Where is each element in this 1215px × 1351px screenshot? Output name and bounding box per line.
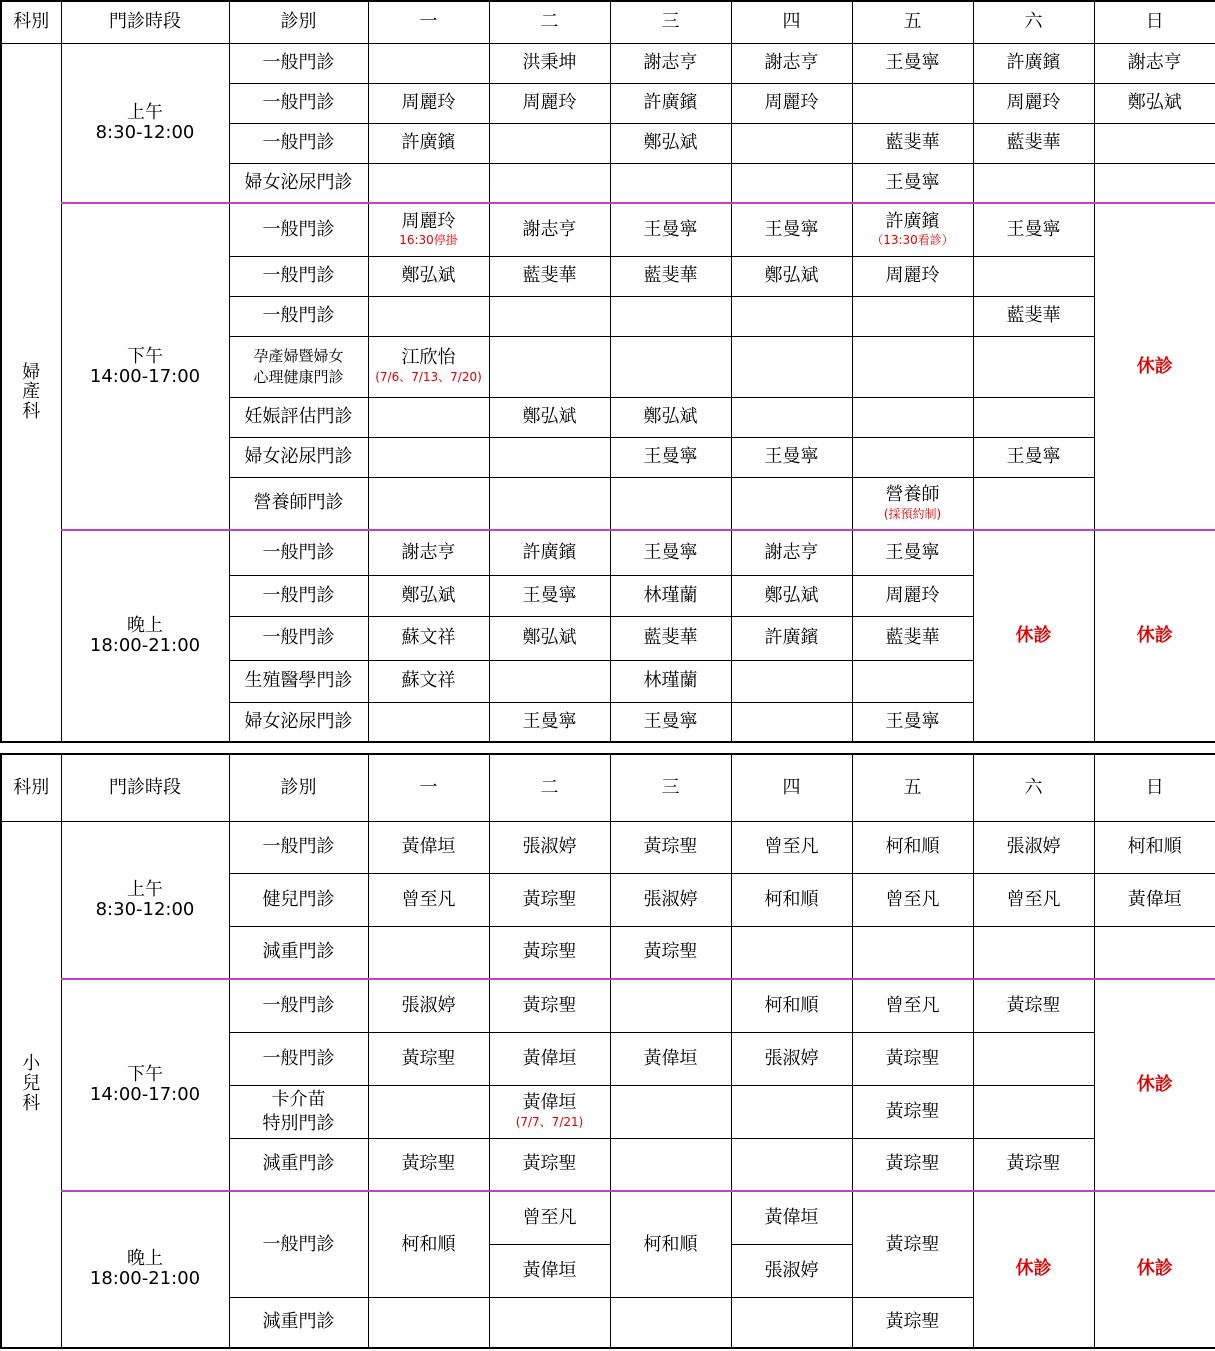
doctor-cell: 洪秉坤 [489,43,610,83]
doctor-cell: 黃琮聖 [852,1085,973,1138]
doctor-cell: 許廣鑌 [610,83,731,123]
doctor-cell: 曾至凡 [852,979,973,1032]
doctor-cell: 謝志亨 [731,43,852,83]
doctor-cell [731,702,852,742]
doctor-cell: 黃琮聖 [973,979,1094,1032]
doctor-cell [852,660,973,702]
doctor-cell: 謝志亨 [610,43,731,83]
clinic-type: 一般門診 [229,530,368,575]
table-row [1,979,1215,1032]
header-type: 診別 [229,754,368,821]
clinic-type: 營養師門診 [229,477,368,530]
doctor-cell: 王曼寧 [852,43,973,83]
doctor-cell [973,926,1094,979]
doctor-cell [852,83,973,123]
doctor-cell [1094,123,1215,163]
cell-note: (7/6、7/13、7/20) [375,370,482,385]
doctor-cell [973,477,1094,530]
doctor-cell [368,1085,489,1138]
clinic-type: 婦女泌尿門診 [229,437,368,477]
doctor-cell [368,203,489,256]
doctor-cell [973,1085,1094,1138]
doctor-cell: 張淑婷 [973,821,1094,873]
doctor-cell: 藍斐華 [973,123,1094,163]
doctor-cell [489,163,610,203]
doctor-cell [610,1138,731,1191]
doctor-cell [973,397,1094,437]
clinic-type: 婦女泌尿門診 [229,163,368,203]
doctor-cell: 林瑾蘭 [610,660,731,702]
doctor-cell: 黃偉垣 [1094,873,1215,926]
doctor-cell: 周麗玲 [852,256,973,296]
slot-label: 晚上 18:00-21:00 [61,530,229,742]
doctor-cell: 鄭弘斌 [489,397,610,437]
clinic-type: 一般門診 [229,256,368,296]
doctor-cell [973,163,1094,203]
doctor-name: 黃偉垣 [522,1092,577,1114]
doctor-cell: 王曼寧 [973,203,1094,256]
doctor-cell: 藍斐華 [852,123,973,163]
doctor-cell: 張淑婷 [489,821,610,873]
doctor-cell [852,336,973,397]
header-day: 五 [852,754,973,821]
doctor-name: 曾至凡 [522,1207,577,1229]
doctor-cell [368,926,489,979]
doctor-cell: 張淑婷 [731,1032,852,1085]
clinic-type: 一般門診 [229,123,368,163]
clinic-type: 減重門診 [229,926,368,979]
table-row [1,43,1215,83]
doctor-cell: 鄭弘斌 [368,575,489,616]
header-day: 四 [731,754,852,821]
clinic-type: 一般門診 [229,821,368,873]
doctor-cell: 藍斐華 [852,616,973,660]
doctor-cell: 黃琮聖 [368,1032,489,1085]
closed-label: 休診 [973,530,1094,742]
doctor-cell [610,163,731,203]
doctor-cell: 林瑾蘭 [610,575,731,616]
doctor-cell: 許廣鑌 [973,43,1094,83]
doctor-cell-split [731,1191,852,1298]
doctor-cell [368,1298,489,1348]
doctor-cell: 王曼寧 [852,163,973,203]
clinic-type: 生殖醫學門診 [229,660,368,702]
header-day: 六 [973,1,1094,43]
doctor-cell: 鄭弘斌 [368,256,489,296]
doctor-cell [731,926,852,979]
doctor-cell [489,1298,610,1348]
doctor-cell: 柯和順 [368,1191,489,1298]
doctor-cell [610,979,731,1032]
slot-label: 下午 14:00-17:00 [61,203,229,530]
doctor-cell [368,43,489,83]
doctor-cell [368,702,489,742]
table-row [1,821,1215,873]
doctor-cell: 蘇文祥 [368,616,489,660]
doctor-cell: 黃琮聖 [852,1298,973,1348]
cell-note: （13:30看診） [871,233,954,248]
doctor-cell: 周麗玲 [731,83,852,123]
header-day: 日 [1094,1,1215,43]
doctor-cell [731,336,852,397]
doctor-cell [852,926,973,979]
doctor-cell: 王曼寧 [489,575,610,616]
doctor-cell-split [489,1191,610,1298]
doctor-cell: 黃琮聖 [489,873,610,926]
doctor-cell: 鄭弘斌 [610,397,731,437]
doctor-cell [731,1138,852,1191]
doctor-cell: 曾至凡 [368,873,489,926]
header-day: 日 [1094,754,1215,821]
closed-label: 休診 [1094,1191,1215,1348]
doctor-cell: 藍斐華 [610,616,731,660]
doctor-cell: 王曼寧 [731,203,852,256]
doctor-cell [1094,163,1215,203]
header-day: 一 [368,754,489,821]
doctor-cell [852,477,973,530]
doctor-cell: 黃偉垣 [610,1032,731,1085]
doctor-cell: 黃琮聖 [610,821,731,873]
doctor-cell: 柯和順 [610,1191,731,1298]
doctor-cell: 許廣鑌 [489,530,610,575]
slot-label: 晚上 18:00-21:00 [61,1191,229,1348]
table-row [1,203,1215,256]
doctor-cell: 鄭弘斌 [731,256,852,296]
doctor-cell: 黃琮聖 [852,1191,973,1298]
clinic-type: 一般門診 [229,1032,368,1085]
doctor-cell: 王曼寧 [610,437,731,477]
doctor-cell: 周麗玲 [852,575,973,616]
header-day: 六 [973,754,1094,821]
header-slot: 門診時段 [61,754,229,821]
closed-label: 休診 [1094,203,1215,530]
doctor-cell: 王曼寧 [610,530,731,575]
header-type: 診別 [229,1,368,43]
doctor-cell [973,256,1094,296]
doctor-cell [731,660,852,702]
doctor-cell [852,437,973,477]
header-day: 五 [852,1,973,43]
doctor-name: 黃偉垣 [490,1244,610,1297]
doctor-cell: 藍斐華 [489,256,610,296]
doctor-cell: 許廣鑌 [368,123,489,163]
clinic-type: 妊娠評估門診 [229,397,368,437]
doctor-cell: 黃琮聖 [489,979,610,1032]
doctor-cell: 黃偉垣 [489,1032,610,1085]
cell-note: 16:30停掛 [399,233,458,248]
slot-label: 下午 14:00-17:00 [61,979,229,1191]
doctor-cell: 鄭弘斌 [610,123,731,163]
doctor-name: 許廣鑌 [885,210,940,232]
doctor-cell [731,477,852,530]
doctor-cell [368,437,489,477]
cell-note: (7/7、7/21) [515,1115,584,1130]
doctor-cell: 周麗玲 [973,83,1094,123]
table-row [1,1191,1215,1298]
doctor-cell: 黃琮聖 [973,1138,1094,1191]
header-day: 一 [368,1,489,43]
doctor-cell: 黃琮聖 [852,1032,973,1085]
header-day: 三 [610,754,731,821]
doctor-cell: 鄭弘斌 [489,616,610,660]
doctor-cell: 黃偉垣 [368,821,489,873]
doctor-cell [368,477,489,530]
doctor-cell: 周麗玲 [489,83,610,123]
doctor-cell: 蘇文祥 [368,660,489,702]
doctor-cell [489,1085,610,1138]
doctor-cell: 王曼寧 [489,702,610,742]
doctor-cell [489,336,610,397]
doctor-cell [610,296,731,336]
doctor-cell: 張淑婷 [368,979,489,1032]
doctor-name: 江欣怡 [401,347,456,369]
clinic-type: 卡介苗 特別門診 [229,1085,368,1138]
doctor-cell [489,660,610,702]
header-slot: 門診時段 [61,1,229,43]
doctor-cell: 柯和順 [852,821,973,873]
doctor-cell: 謝志亨 [1094,43,1215,83]
doctor-cell [731,1085,852,1138]
doctor-cell [368,163,489,203]
header-dept: 科別 [1,1,61,43]
table-row [1,530,1215,575]
doctor-cell: 王曼寧 [731,437,852,477]
doctor-cell: 曾至凡 [973,873,1094,926]
doctor-cell: 謝志亨 [731,530,852,575]
doctor-cell [731,1298,852,1348]
doctor-cell [610,336,731,397]
closed-label: 休診 [1094,530,1215,742]
header-row [1,1,1215,43]
doctor-cell [489,123,610,163]
dept-label: 小 兒 科 [1,821,61,1348]
clinic-type: 婦女泌尿門診 [229,702,368,742]
doctor-cell: 黃琮聖 [610,926,731,979]
doctor-name: 周麗玲 [401,210,456,232]
cell-note: (採預約制) [883,506,942,521]
doctor-cell [489,296,610,336]
doctor-cell: 藍斐華 [973,296,1094,336]
slot-label: 上午 8:30-12:00 [61,821,229,979]
doctor-cell: 謝志亨 [489,203,610,256]
doctor-cell: 鄭弘斌 [731,575,852,616]
closed-label: 休診 [1094,979,1215,1191]
clinic-type: 一般門診 [229,203,368,256]
doctor-cell: 柯和順 [731,979,852,1032]
doctor-cell: 黃琮聖 [489,926,610,979]
doctor-name: 營養師 [885,484,940,506]
doctor-cell: 曾至凡 [731,821,852,873]
doctor-cell [610,477,731,530]
doctor-cell [368,336,489,397]
doctor-cell [489,477,610,530]
header-day: 二 [489,754,610,821]
pediatrics-schedule [0,753,1215,1349]
doctor-cell: 王曼寧 [610,203,731,256]
doctor-cell: 黃琮聖 [368,1138,489,1191]
doctor-cell: 張淑婷 [610,873,731,926]
clinic-type: 一般門診 [229,1191,368,1298]
doctor-cell [368,397,489,437]
clinic-type: 一般門診 [229,83,368,123]
doctor-cell: 王曼寧 [610,702,731,742]
doctor-cell: 許廣鑌 [731,616,852,660]
doctor-cell: 藍斐華 [610,256,731,296]
clinic-type: 減重門診 [229,1298,368,1348]
clinic-type: 減重門診 [229,1138,368,1191]
dept-label: 婦 產 科 [1,43,61,742]
header-day: 四 [731,1,852,43]
closed-label: 休診 [973,1191,1094,1348]
doctor-cell [852,296,973,336]
doctor-cell [973,336,1094,397]
doctor-cell [610,1298,731,1348]
slot-label: 上午 8:30-12:00 [61,43,229,203]
clinic-type: 一般門診 [229,43,368,83]
doctor-cell [610,1085,731,1138]
clinic-type: 一般門診 [229,979,368,1032]
doctor-cell: 王曼寧 [973,437,1094,477]
clinic-type: 一般門診 [229,296,368,336]
doctor-cell [731,296,852,336]
header-day: 三 [610,1,731,43]
doctor-cell [731,123,852,163]
doctor-cell [1094,926,1215,979]
doctor-name: 黃偉垣 [764,1207,819,1229]
clinic-type: 孕產婦暨婦女 心理健康門診 [229,336,368,397]
pediatrics-table [0,753,1215,1349]
doctor-cell [852,203,973,256]
header-row [1,754,1215,821]
doctor-cell: 黃琮聖 [489,1138,610,1191]
header-day: 二 [489,1,610,43]
doctor-cell: 柯和順 [1094,821,1215,873]
doctor-cell: 王曼寧 [852,702,973,742]
doctor-cell: 曾至凡 [852,873,973,926]
doctor-cell: 黃琮聖 [852,1138,973,1191]
header-dept: 科別 [1,754,61,821]
doctor-name: 張淑婷 [732,1244,852,1297]
doctor-cell: 王曼寧 [852,530,973,575]
doctor-cell [489,437,610,477]
clinic-type: 健兒門診 [229,873,368,926]
doctor-cell [368,296,489,336]
doctor-cell [973,1032,1094,1085]
clinic-type: 一般門診 [229,575,368,616]
doctor-cell: 謝志亨 [368,530,489,575]
doctor-cell: 鄭弘斌 [1094,83,1215,123]
doctor-cell: 周麗玲 [368,83,489,123]
doctor-cell [852,397,973,437]
doctor-cell: 柯和順 [731,873,852,926]
doctor-cell [731,397,852,437]
clinic-type: 一般門診 [229,616,368,660]
doctor-cell [731,163,852,203]
